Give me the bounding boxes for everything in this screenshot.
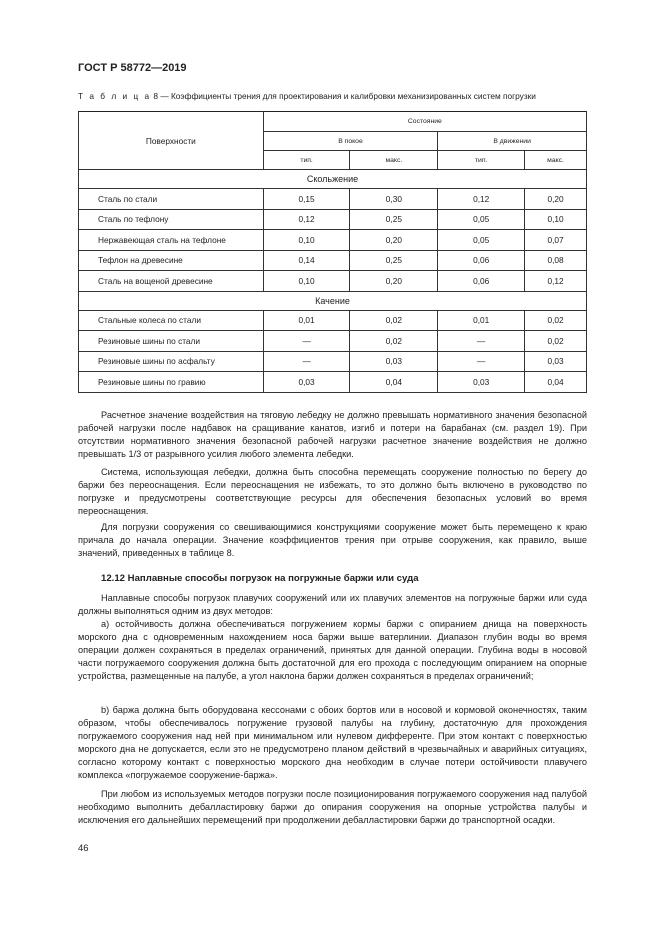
paragraph-method-a: a) остойчивость должна обеспечиваться погружением кормы баржи с опиранием днища на поверхность морского дна с одновременным нахождением носа баржи выше ватерлинии. Диапазон глубин воды во время операции должен сохраняться в пределах ограничений, принятых для данной операции. Глубина воды в носовой части погружаемого сооружения должна быть достаточной для его прохода с последующим опиранием на опорные устройства, размещенные на палубе, а угол наклона баржи должен сохраняться в пределах ограничений; — [78, 619, 587, 681]
section-row — [79, 291, 587, 310]
paragraph-2: Система, использующая лебедки, должна быть способна перемещать сооружение полностью по берегу до баржи без переоснащения. Если переоснащения не избежать, то это должно быть включено в руководство по погрузке и предусмотрены соответствующие ресурсы для обеспечения безопасных условий во время переоснащения. — [78, 467, 587, 516]
coefficient-cell: 0,04 — [525, 372, 587, 393]
header-in-motion: В движении — [438, 132, 587, 151]
coefficient-cell: 0,20 — [350, 271, 438, 292]
surface-name: Нержавеющая сталь на тефлоне — [79, 230, 264, 251]
table-caption-label: Т а б л и ц а — [78, 91, 152, 101]
coefficient-cell: 0,10 — [263, 230, 350, 251]
coefficient-cell: 0,07 — [525, 230, 587, 251]
surface-name: Резиновые шины по асфальту — [79, 351, 264, 372]
coefficient-cell: 0,06 — [438, 271, 525, 292]
coefficient-cell: — — [438, 331, 525, 352]
section-row — [79, 170, 587, 189]
coefficient-cell: 0,30 — [350, 189, 438, 210]
section-title: Скольжение — [79, 170, 587, 189]
header-max: макс. — [525, 151, 587, 170]
surface-name: Тефлон на древесине — [79, 250, 264, 271]
paragraph-4: Наплавные способы погрузок плавучих сооружений или их плавучих элементов на погружные баржи или суда должны выполняться одним из двух методов: — [78, 593, 587, 616]
paragraph-1: Расчетное значение воздействия на тяговую лебедку не должно превышать нормативного значения безопасной рабочей нагрузки после надбавок на сращивание канатов, изгиб и потери на барабанах (см. раздел 19). При отсутствии нормативного значения безопасной рабочей нагрузки расчетное значение воздействия не должно превышать 1/3 от разрывного усилия любого элемента лебедки. — [78, 410, 587, 459]
coefficient-cell: — — [263, 351, 350, 372]
surface-name: Резиновые шины по гравию — [79, 372, 264, 393]
coefficient-cell: 0,14 — [263, 250, 350, 271]
surface-name: Стальные колеса по стали — [79, 310, 264, 331]
table-caption-number: 8 — [153, 91, 159, 101]
page-number: 46 — [78, 843, 89, 854]
coefficient-cell: 0,15 — [263, 189, 350, 210]
surface-name: Резиновые шины по стали — [79, 331, 264, 352]
coefficient-cell: 0,03 — [525, 351, 587, 372]
table-row — [79, 189, 587, 210]
coefficient-cell: 0,06 — [438, 250, 525, 271]
paragraph-3: Для погрузки сооружения со свешивающимися конструкциями сооружение может быть перемещено к краю причала до начала операции. Значение коэффициентов трения при отрыве сооружения, как правило, выше значений, приведенных в таблице 8. — [78, 522, 587, 558]
coefficient-cell: 0,12 — [438, 189, 525, 210]
coefficient-cell: 0,04 — [350, 372, 438, 393]
table-header — [79, 112, 587, 170]
coefficient-cell: 0,01 — [263, 310, 350, 331]
header-surfaces: Поверхности — [79, 112, 264, 170]
coefficient-cell: 0,03 — [350, 351, 438, 372]
coefficient-cell: — — [438, 351, 525, 372]
paragraph-method-b: b) баржа должна быть оборудована кессонами с обоих бортов или в носовой и кормовой оконечностях, таким образом, чтобы обеспечивалось погружение грузовой палубы на глубину, достаточную для прохождения погружаемого сооружения над ней при минимальном или нулевом дифференте. При этом контакт с поверхностью морского дна не допускается, если это не предусмотрено планом действий в чрезвычайных и аварийных ситуациях, согласно которому контакт с поверхностью морского дна необходим в случае потери остойчивости плавучего комплекса «погружаемое сооружение-баржа». — [78, 705, 587, 780]
table-caption — [78, 91, 536, 101]
table-row — [79, 372, 587, 393]
coefficient-cell: 0,25 — [350, 209, 438, 230]
table-row — [79, 209, 587, 230]
surface-name: Сталь по стали — [79, 189, 264, 210]
header-typ: тип. — [263, 151, 350, 170]
table-caption-text: — Коэффициенты трения для проектирования и калибровки механизированных систем погрузки — [160, 91, 536, 101]
coefficient-cell: 0,05 — [438, 230, 525, 251]
surface-name: Сталь по тефлону — [79, 209, 264, 230]
section-heading: 12.12 Наплавные способы погрузок на погружные баржи или суда — [101, 573, 419, 584]
coefficient-cell: 0,01 — [438, 310, 525, 331]
table-row — [79, 331, 587, 352]
table-row — [79, 230, 587, 251]
table-row — [79, 250, 587, 271]
coefficient-cell: 0,08 — [525, 250, 587, 271]
coefficient-cell: 0,10 — [263, 271, 350, 292]
table-row — [79, 271, 587, 292]
header-at-rest: В покое — [263, 132, 438, 151]
coefficient-cell: 0,12 — [263, 209, 350, 230]
header-state: Состояние — [263, 112, 586, 132]
coefficient-cell: — — [263, 331, 350, 352]
section-title: Качение — [79, 291, 587, 310]
coefficient-cell: 0,10 — [525, 209, 587, 230]
coefficient-cell: 0,20 — [525, 189, 587, 210]
table-body — [79, 170, 587, 393]
header-typ: тип. — [438, 151, 525, 170]
coefficient-cell: 0,03 — [263, 372, 350, 393]
coefficient-cell: 0,12 — [525, 271, 587, 292]
coefficient-cell: 0,20 — [350, 230, 438, 251]
coefficient-cell: 0,03 — [438, 372, 525, 393]
coefficient-cell: 0,25 — [350, 250, 438, 271]
coefficient-cell: 0,02 — [525, 331, 587, 352]
paragraph-7: При любом из используемых методов погрузки после позиционирования погружаемого сооружения над палубой необходимо выполнить дебалластировку баржи до опирания сооружения на опорные устройства палубы и исключения его дальнейших перемещений при продолжении дебалластировки баржи до транспортной осадки. — [78, 789, 587, 825]
table-row — [79, 310, 587, 331]
surface-name: Сталь на вощеной древесине — [79, 271, 264, 292]
table-row — [79, 351, 587, 372]
document-header: ГОСТ Р 58772—2019 — [78, 62, 187, 74]
header-max: макс. — [350, 151, 438, 170]
coefficient-cell: 0,02 — [525, 310, 587, 331]
coefficient-cell: 0,02 — [350, 331, 438, 352]
friction-table — [78, 111, 587, 393]
coefficient-cell: 0,02 — [350, 310, 438, 331]
coefficient-cell: 0,05 — [438, 209, 525, 230]
